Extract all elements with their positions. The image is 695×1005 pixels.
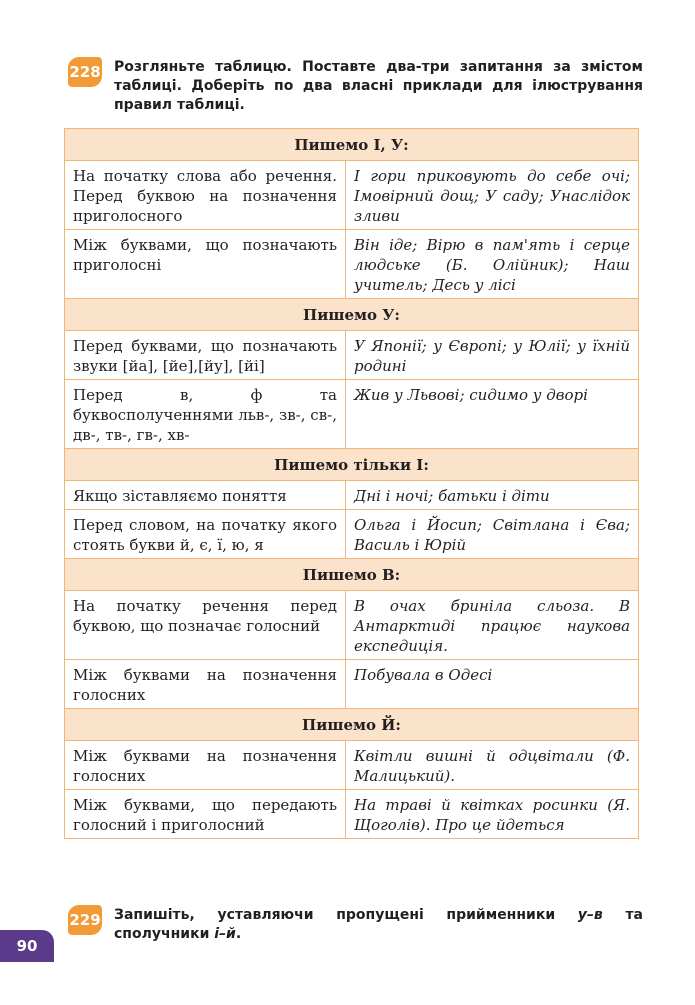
section-header: Пишемо У: (65, 299, 639, 331)
rule-cell: Між буквами, що позначають приголосні (65, 230, 346, 299)
table-row (65, 790, 639, 839)
rule-cell: На початку слова або речення. Перед буквою на позначення приголосного (65, 161, 346, 230)
instruction-text: та сполучники (114, 907, 644, 942)
rule-cell: Між буквами на позначення голосних (65, 660, 346, 709)
rules-table (64, 128, 639, 839)
table-row (65, 380, 639, 449)
section-header-row (65, 709, 639, 741)
rule-cell: Перед буквами, що позначають звуки [йа], [йе],[йу], [йі] (65, 331, 346, 380)
example-cell: Квітли вишні й одцвітали (Ф. Малицький). (346, 741, 639, 790)
section-header: Пишемо тільки І: (65, 449, 639, 481)
instruction-italic: у–в (577, 907, 603, 923)
example-cell: Він іде; Вірю в пам'ять і серце людське (Б. Олійник); Наш учитель; Десь у лісі (346, 230, 639, 299)
task-number-badge: 228 (68, 57, 102, 87)
table-row (65, 161, 639, 230)
example-cell: Жив у Львові; сидимо у дворі (346, 380, 639, 449)
table-row (65, 481, 639, 510)
instruction-text: Запишіть, уставляючи пропущені прийменники (114, 907, 578, 923)
instruction-italic: і–й (214, 926, 236, 942)
task-228 (68, 58, 643, 115)
section-header: Пишемо В: (65, 559, 639, 591)
page-number: 90 (0, 930, 54, 962)
table-row (65, 591, 639, 660)
rule-cell: На початку речення перед буквою, що позначає голосний (65, 591, 346, 660)
example-cell: У Японії; у Європі; у Юлії; у їхній родині (346, 331, 639, 380)
table-row (65, 510, 639, 559)
section-header-row (65, 559, 639, 591)
section-header: Пишемо І, У: (65, 129, 639, 161)
section-header-row (65, 129, 639, 161)
rule-cell: Перед словом, на початку якого стоять букви й, є, ї, ю, я (65, 510, 346, 559)
section-header-row (65, 449, 639, 481)
rule-cell: Перед в, ф та буквосполученнями льв-, зв-, св-, дв-, тв-, гв-, хв- (65, 380, 346, 449)
example-cell: На траві й квітках росинки (Я. Щоголів). Про це йдеться (346, 790, 639, 839)
task-instruction (114, 906, 643, 944)
example-cell: Ольга і Йосип; Світлана і Єва; Василь і Юрій (346, 510, 639, 559)
task-229 (68, 906, 643, 944)
example-cell: І гори приковують до себе очі; Імовірний дощ; У саду; Унаслідок зливи (346, 161, 639, 230)
section-header: Пишемо Й: (65, 709, 639, 741)
instruction-text: . (235, 926, 242, 942)
rule-cell: Між буквами, що передають голосний і приголосний (65, 790, 346, 839)
task-instruction: Розгляньте таблицю. Поставте два-три запитання за змістом таблиці. Доберіть по два власні приклади для ілюстрування правил таблиці. (114, 59, 643, 113)
example-cell: В очах бриніла сльоза. В Антарктиді працює наукова експедиція. (346, 591, 639, 660)
task-number-badge: 229 (68, 905, 102, 935)
section-header-row (65, 299, 639, 331)
example-cell: Дні і ночі; батьки і діти (346, 481, 639, 510)
example-cell: Побувала в Одесі (346, 660, 639, 709)
table-row (65, 331, 639, 380)
table-row (65, 741, 639, 790)
table-row (65, 660, 639, 709)
rule-cell: Між буквами на позначення голосних (65, 741, 346, 790)
table-row (65, 230, 639, 299)
rule-cell: Якщо зіставляємо поняття (65, 481, 346, 510)
